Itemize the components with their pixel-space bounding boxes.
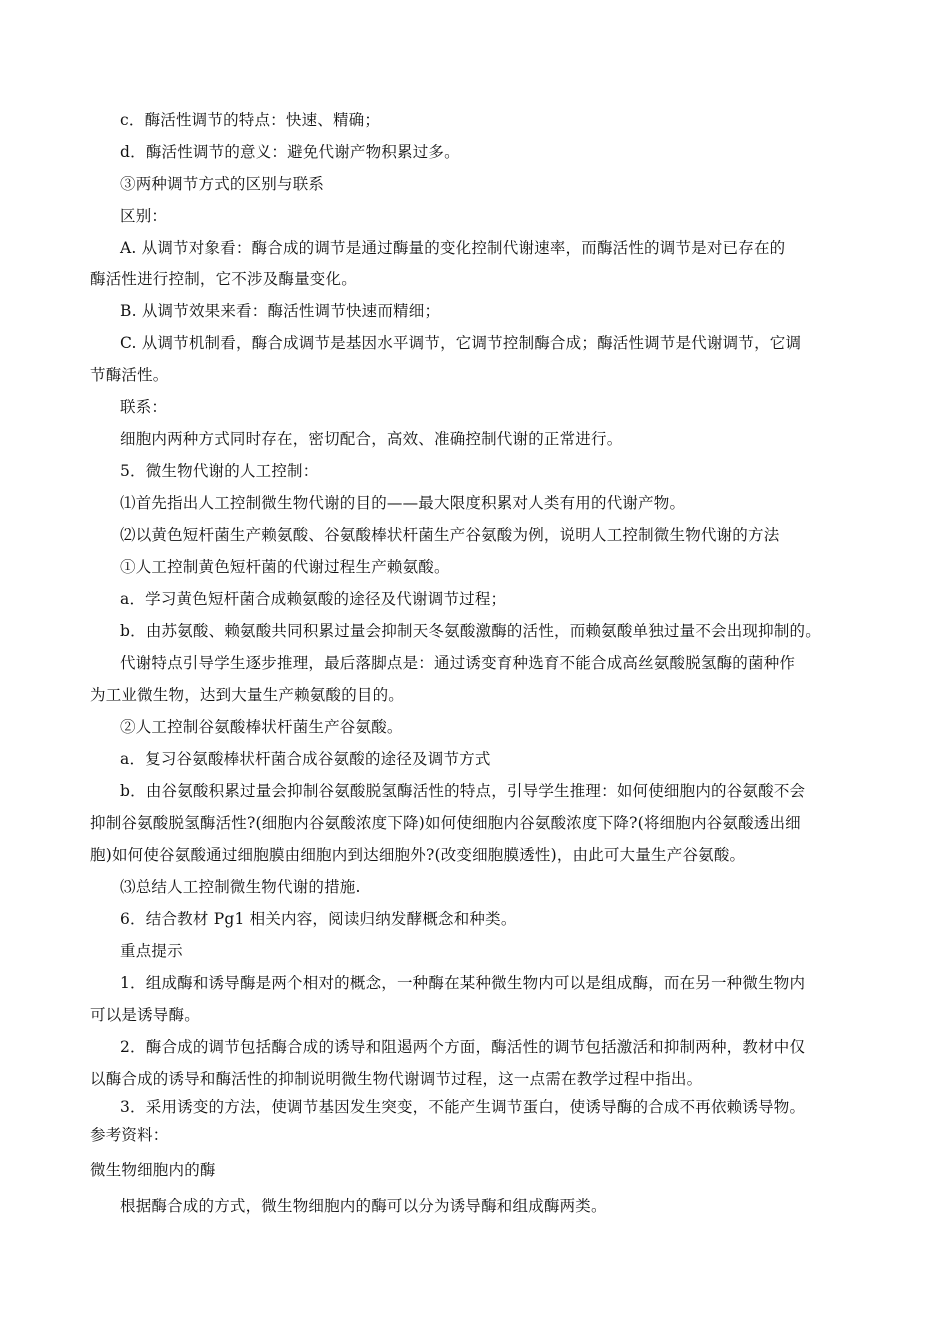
- text-line: 2．酶合成的调节包括酶合成的诱导和阻遏两个方面，酶活性的调节包括激活和抑制两种，教材中仅: [120, 1038, 806, 1056]
- text-line: 抑制谷氨酸脱氢酶活性?(细胞内谷氨酸浓度下降)如何使细胞内谷氨酸浓度下降?(将细胞内谷氨酸透出细: [90, 814, 801, 832]
- text-line: 6．结合教材 Pg1 相关内容，阅读归纳发酵概念和种类。: [120, 910, 517, 928]
- text-line: a．复习谷氨酸棒状杆菌合成谷氨酸的途径及调节方式: [120, 750, 491, 768]
- text-line: a．学习黄色短杆菌合成赖氨酸的途径及代谢调节过程；: [120, 590, 507, 608]
- text-line: ③两种调节方式的区别与联系: [120, 175, 325, 193]
- text-line: 根据酶合成的方式，微生物细胞内的酶可以分为诱导酶和组成酶两类。: [120, 1197, 607, 1215]
- text-line: 联系：: [120, 398, 168, 416]
- text-line: ①人工控制黄色短杆菌的代谢过程生产赖氨酸。: [120, 558, 450, 576]
- text-line: 代谢特点引导学生逐步推理，最后落脚点是：通过诱变育种选育不能合成高丝氨酸脱氢酶的菌种作: [120, 654, 796, 672]
- text-line: ②人工控制谷氨酸棒状杆菌生产谷氨酸。: [120, 718, 403, 736]
- text-line: B. 从调节效果来看：酶活性调节快速而精细；: [120, 302, 441, 320]
- text-line: ⑶总结人工控制微生物代谢的措施.: [120, 878, 361, 896]
- text-line: d．酶活性调节的意义：避免代谢产物积累过多。: [120, 143, 460, 161]
- text-line: 5．微生物代谢的人工控制：: [120, 462, 319, 480]
- text-line: 节酶活性。: [90, 366, 169, 384]
- text-line: c．酶活性调节的特点：快速、精确；: [120, 111, 381, 129]
- text-line: A. 从调节对象看：酶合成的调节是通过酶量的变化控制代谢速率，而酶活性的调节是对已存在的: [120, 239, 786, 257]
- text-line: 重点提示: [120, 942, 183, 960]
- text-line: ⑵以黄色短杆菌生产赖氨酸、谷氨酸棒状杆菌生产谷氨酸为例，说明人工控制微生物代谢的方法: [120, 526, 780, 544]
- text-line: 细胞内两种方式同时存在，密切配合，高效、准确控制代谢的正常进行。: [120, 430, 623, 448]
- text-line: C. 从调节机制看，酶合成调节是基因水平调节，它调节控制酶合成；酶活性调节是代谢调节，它调: [120, 334, 802, 352]
- text-line: 酶活性进行控制，它不涉及酶量变化。: [90, 270, 357, 288]
- text-line: 可以是诱导酶。: [90, 1006, 200, 1024]
- section-heading: 微生物细胞内的酶: [90, 1161, 216, 1179]
- text-line: 以酶合成的诱导和酶活性的抑制说明微生物代谢调节过程，这一点需在教学过程中指出。: [90, 1070, 703, 1088]
- text-line: 为工业微生物，达到大量生产赖氨酸的目的。: [90, 686, 405, 704]
- text-line: 区别：: [120, 207, 168, 225]
- text-line: b．由谷氨酸积累过量会抑制谷氨酸脱氢酶活性的特点，引导学生推理：如何使细胞内的谷氨酸不会: [120, 782, 806, 800]
- text-line: 1．组成酶和诱导酶是两个相对的概念，一种酶在某种微生物内可以是组成酶，而在另一种微生物内: [120, 974, 806, 992]
- text-line: 3．采用诱变的方法，使调节基因发生突变，不能产生调节蛋白，使诱导酶的合成不再依赖诱导物。: [120, 1098, 806, 1116]
- text-line: 胞)如何使谷氨酸通过细胞膜由细胞内到达细胞外?(改变细胞膜透性)，由此可大量生产谷氨酸。: [90, 846, 746, 864]
- text-line: ⑴首先指出人工控制微生物代谢的目的——最大限度积累对人类有用的代谢产物。: [120, 494, 686, 512]
- text-line: b．由苏氨酸、赖氨酸共同积累过量会抑制天冬氨酸激酶的活性，而赖氨酸单独过量不会出现抑制的。: [120, 622, 821, 640]
- section-heading: 参考资料：: [90, 1126, 169, 1144]
